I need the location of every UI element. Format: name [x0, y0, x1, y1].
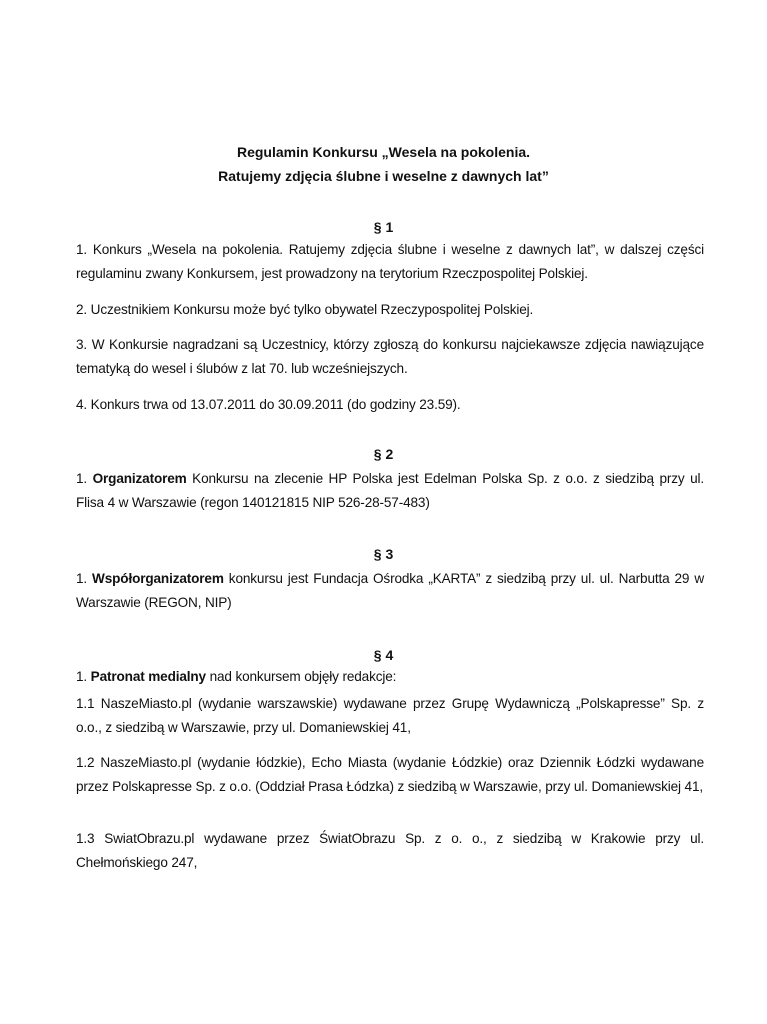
section-2-p1-bold: Organizatorem [92, 471, 187, 486]
section-heading-3: § 3 [373, 546, 394, 562]
section-4-p1-rest: nad konkursem objęły redakcje: [205, 669, 397, 684]
section-4-p1-prefix: 1. [76, 669, 91, 684]
section-4-paragraph-1 [76, 665, 704, 689]
section-3-p1-prefix: 1. [76, 571, 93, 586]
section-2-p1-rest: Konkursu na zlecenie HP Polska jest Edelman Polska Sp. z o.o. z siedzibą przy ul. Flisa 4 w Warszawie (regon 140121815 NIP 526-28-57-483) [76, 471, 705, 510]
section-1-paragraph-2: 2. Uczestnikiem Konkursu może być tylko obywatel Rzeczypospolitej Polskiej. [76, 302, 534, 317]
section-3-paragraph-1 [76, 567, 704, 615]
section-1-paragraph-1: 1. Konkurs „Wesela na pokolenia. Ratujemy zdjęcia ślubne i weselne z dawnych lat”, w dalszej części regulaminu zwany Konkursem, jest prowadzony na terytorium Rzeczpospolitej Polskiej. [76, 242, 704, 281]
section-heading-1: § 1 [373, 219, 394, 235]
section-1-paragraph-4: 4. Konkurs trwa od 13.07.2011 do 30.09.2011 (do godziny 23.59). [76, 397, 461, 412]
section-heading-4: § 4 [373, 647, 394, 663]
section-1-paragraph-3: 3. W Konkursie nagradzani są Uczestnicy, którzy zgłoszą do konkursu najciekawsze zdjęcia nawiązujące tematyką do wesel i ślubów z lat 70. lub wcześniejszych. [76, 337, 704, 376]
document-title-line-1: Regulamin Konkursu „Wesela na pokolenia. [236, 144, 531, 160]
section-4-item-1-3: 1.3 SwiatObrazu.pl wydawane przez ŚwiatObrazu Sp. z o. o., z siedzibą w Krakowie przy ul. Chełmońskiego 247, [76, 831, 704, 870]
section-3-p1-rest: konkursu jest Fundacja Ośrodka „KARTA” z siedzibą przy ul. ul. Narbutta 29 w Warszawie (REGON, NIP) [76, 571, 705, 610]
section-4-item-1-1: 1.1 NaszeMiasto.pl (wydanie warszawskie) wydawane przez Grupę Wydawniczą „Polskapresse” Sp. z o.o., z siedzibą w Warszawie, przy ul. Domaniewskiej 41, [76, 696, 704, 735]
section-4-item-1-2: 1.2 NaszeMiasto.pl (wydanie łódzkie), Echo Miasta (wydanie Łódzkie) oraz Dziennik Łódzki wydawane przez Polskapresse Sp. z o.o. (Oddział Prasa Łódzka) z siedzibą w Warszawie, przy ul. Domaniewskiej 41, [76, 755, 704, 794]
section-3-p1-bold: Współorganizatorem [92, 571, 224, 586]
section-2-paragraph-1 [76, 467, 704, 515]
section-4-p1-bold: Patronat medialny [90, 669, 206, 684]
document-title-line-2: Ratujemy zdjęcia ślubne i weselne z dawnych lat” [218, 168, 549, 184]
section-heading-2: § 2 [373, 446, 394, 462]
section-2-p1-prefix: 1. [76, 471, 93, 486]
